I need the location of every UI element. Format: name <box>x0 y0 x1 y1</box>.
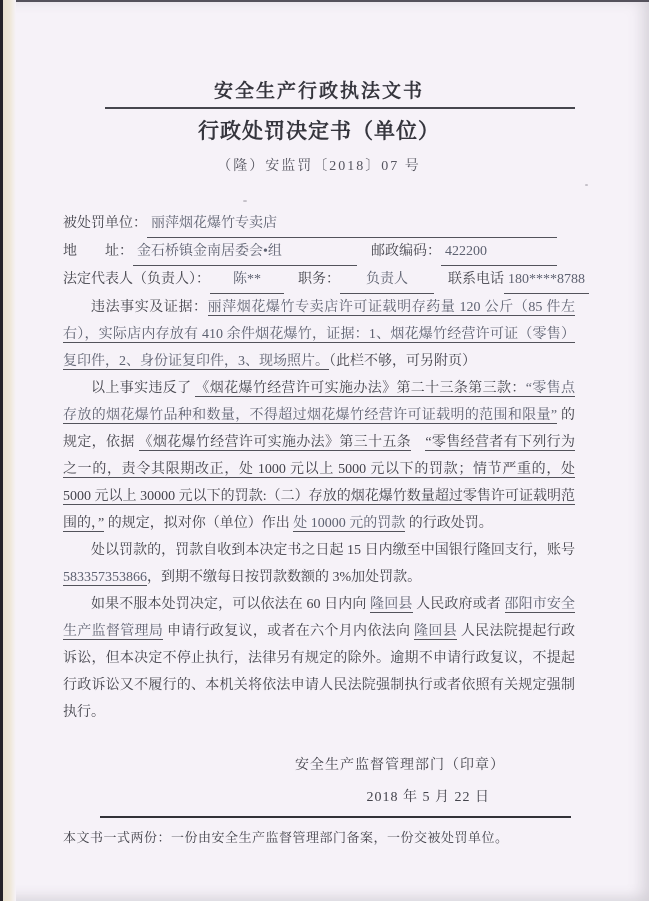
document-category-title: 安全生产行政执法文书 <box>213 81 424 102</box>
paragraph-violation-and-basis: 以上事实违反了 《烟花爆竹经营许可实施办法》第二十三条第三款：“零售点存放的烟花爆竹品种和数量，不得超过烟花爆竹经营许可证载明的范围和限量” 的规定，依据 《烟花爆竹经营许可实施办法》第三十五条 “零售经营者有下列行为之一的，责令其限期改正，处 1000 元以上 5000 元以下的罚款；情节严重的，处 5000 元以上 30000 元以下的罚款:（二）存放的烟花爆竹数量超过零售许可证载明范围的，” 的规定，拟对你（单位）作出 处 10000 元的罚款 的行政处罚。 <box>63 381 576 531</box>
footer-divider-line <box>100 816 571 818</box>
footer-note: 本文书一式两份：一份由安全生产监督管理部门备案，一份交被处罚单位。 <box>63 830 509 845</box>
header-fields <box>63 210 585 294</box>
legal-representative-label: 法定代表人（负责人）： <box>63 272 210 287</box>
legal-representative-value: 陈** <box>210 266 284 294</box>
body-paragraphs <box>63 294 575 726</box>
punished-unit-value: 丽萍烟花爆竹专卖店 <box>147 210 557 238</box>
field-row-address <box>63 238 575 266</box>
address-label: 地 址： <box>63 244 133 259</box>
document-content <box>63 80 585 851</box>
postcode-label: 邮政编码： <box>371 244 441 259</box>
field-row-punished-unit <box>63 210 575 238</box>
paragraph-payment-instructions: 处以罚款的，罚款自收到本决定书之日起 15 日内缴至中国银行隆回支行，账号 583357353866，到期不缴每日按罚款数额的 3%加处罚款。 <box>63 543 575 585</box>
paper-left-margin-edge <box>3 0 16 901</box>
scan-speck <box>585 184 588 186</box>
position-label: 职务： <box>298 272 340 287</box>
document-title: 行政处罚决定书（单位） <box>198 119 440 143</box>
title-divider-line <box>105 107 575 109</box>
punished-unit-label: 被处罚单位： <box>63 216 147 231</box>
postcode-value: 422200 <box>441 238 557 266</box>
issuing-authority-signature: 安全生产监督管理部门（印章） <box>295 758 505 773</box>
phone-label: 联系电话 <box>448 272 504 287</box>
paragraph-appeal-rights: 如果不服本处罚决定，可以依法在 60 日内向 隆回县 人民政府或者 邵阳市安全生产监督管理局 申请行政复议，或者在六个月内依法向 隆回县 人民法院提起行政诉讼，但本决定不停止执行，法律另有规定的除外。逾期不申请行政复议，不提起行政诉讼又不履行的、本机关将依法申请人民法院强制执行或者依照有关规定强制执行。 <box>63 597 576 720</box>
position-value: 负责人 <box>340 266 434 294</box>
scan-top-edge <box>0 0 649 2</box>
document-number: （隆）安监罚〔2018〕07 号 <box>217 159 421 174</box>
issue-date: 2018 年 5 月 22 日 <box>366 790 490 805</box>
address-value: 金石桥镇金南居委会•组 <box>133 238 357 266</box>
phone-value: 180****8788 <box>504 266 589 294</box>
paragraph-facts-and-evidence: 违法事实及证据：丽萍烟花爆竹专卖店许可证载明存药量 120 公斤（85 件左右），实际店内存放有 410 余件烟花爆竹，证据：1、烟花爆竹经营许可证（零售）复印件，2、身份证复印件，3、现场照片。（此栏不够，可另附页） <box>63 300 575 369</box>
field-row-legal-representative <box>63 266 585 294</box>
